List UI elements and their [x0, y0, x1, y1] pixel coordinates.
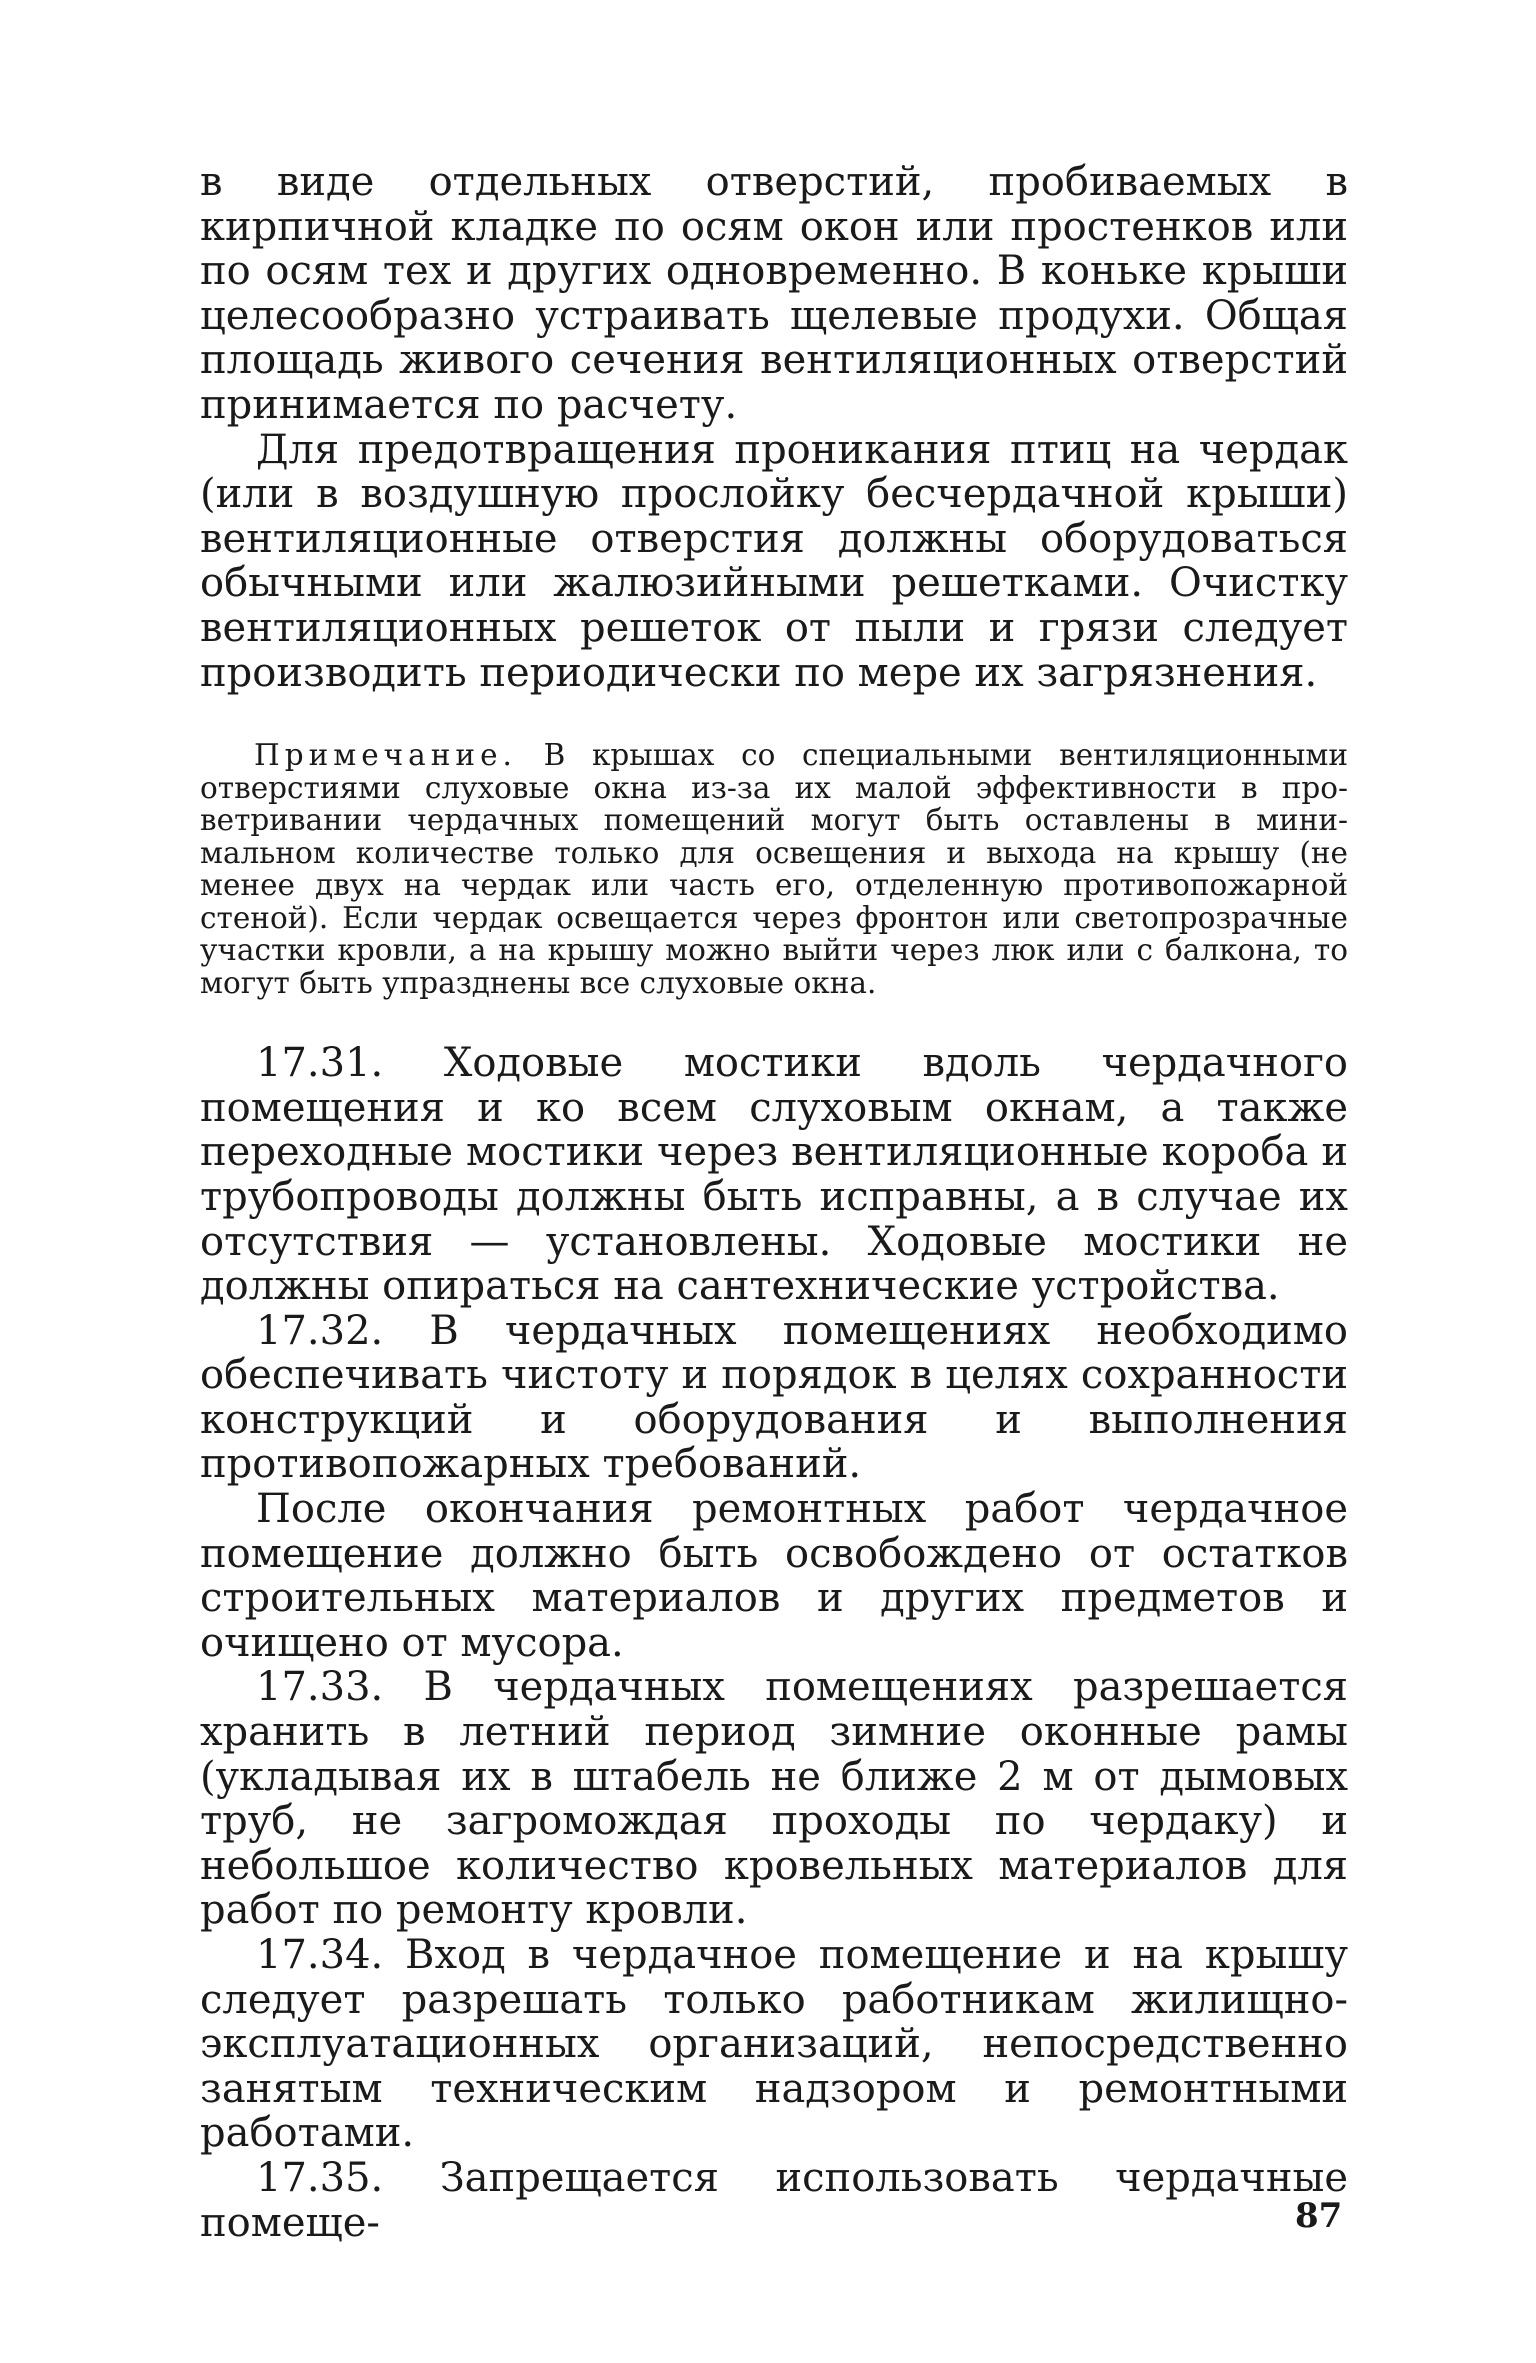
paragraph-bird-protection: Для предотвращения проникания птиц на чердак (или в воздушную прослойку бесчердачной крыши) вентиляционные отверстия должны оборудоваться обычными или жалюзийными решетками. Очистку вентиляционных решеток от пыли и грязи следует производить периодически по мере их загрязнения. — [200, 426, 1348, 696]
page-body — [200, 160, 1348, 2245]
paragraph-after-repair: После окончания ремонтных работ чердачное помещение должно быть освобождено от остатков строительных материалов и других предметов и очищено от мусора. — [200, 1486, 1348, 1666]
paragraph-17-34: 17.34. Вход в чердачное помещение и на крышу следует разрешать только работникам жилищно-эксплуатационных организаций, непосредственно занятым техническим надзором и ремонтными работами. — [200, 1932, 1348, 2157]
note-text: В крышах со специальными вентиляционными отверстиями слуховые окна из-за их малой эффективности в проветривании чердачных помещений могут быть оставлены в минимальном количестве только для освещения и выхода на крышу (не менее двух на чердак или часть его, отделенную противопожарной стеной). Если чердак освещается через фронтон или светопрозрачные участки кровли, а на крышу можно выйти через люк или с балкона, то могут быть упразднены все слуховые окна. — [200, 738, 1348, 1000]
page-number: 87 — [1295, 2196, 1343, 2236]
paragraph-vent-openings: в виде отдельных отверстий, пробиваемых в кирпичной кладке по осям окон или простенков или по осям тех и других одновременно. В коньке крыши целесообразно устраивать щелевые продухи. Общая площадь живого сечения вентиляционных отверстий принимается по расчету. — [200, 159, 1348, 428]
paragraph-17-35: 17.35. Запрещается использовать чердачные помеще- — [200, 2154, 1348, 2246]
paragraph-17-33: 17.33. В чердачных помещениях разрешается хранить в летний период зимние оконные рамы (укладывая их в штабель не ближе 2 м от дымовых труб, не загромождая проходы по чердаку) и небольшое количество кровельных материалов для работ по ремонту кровли. — [200, 1664, 1348, 1934]
paragraph-17-31: 17.31. Ходовые мостики вдоль чердачного помещения и ко всем слуховым окнам, а также переходные мостики через вентиляционные короба и трубопроводы должны быть исправны, а в случае их отсутствия — установлены. Ходовые мостики не должны опираться на сантехнические устройства. — [200, 1040, 1348, 1310]
paragraph-17-32: 17.32. В чердачных помещениях необходимо обеспечивать чистоту и порядок в целях сохранности конструкций и оборудования и выполнения противопожарных требований. — [200, 1307, 1348, 1488]
note-block — [200, 739, 1348, 999]
note-label: Примечание. — [254, 738, 517, 773]
